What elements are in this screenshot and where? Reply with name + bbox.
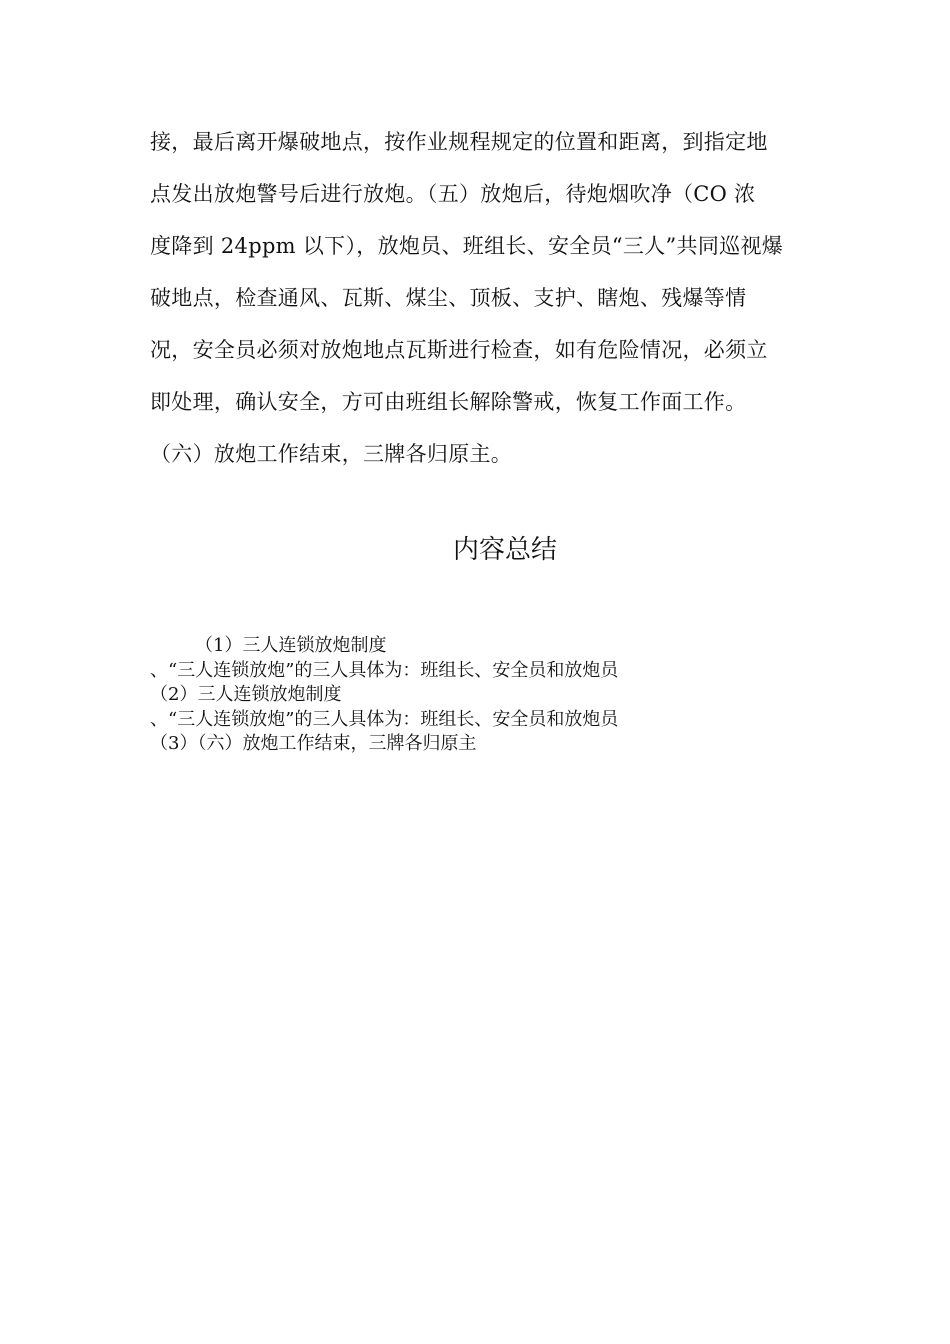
summary-item-2: （2）三人连锁放炮制度 bbox=[150, 684, 342, 705]
body-line-1: 接，最后离开爆破地点，按作业规程规定的位置和距离，到指定地 bbox=[150, 130, 768, 154]
summary-item-2-detail: 、“三人连锁放炮”的三人具体为：班组长、安全员和放炮员 bbox=[150, 708, 619, 730]
body-paragraph bbox=[150, 116, 802, 480]
body-line-5: 况，安全员必须对放炮地点瓦斯进行检查，如有危险情况，必须立 bbox=[150, 338, 768, 362]
body-line-4: 破地点，检查通风、瓦斯、煤尘、顶板、支护、瞎炮、残爆等情 bbox=[150, 286, 747, 310]
summary-item-3: （3）（六）放炮工作结束，三牌各归原主 bbox=[150, 733, 477, 754]
summary-list bbox=[150, 634, 790, 757]
body-line-2: 点发出放炮警号后进行放炮。（五）放炮后，待炮烟吹净（CO 浓 bbox=[150, 182, 756, 206]
summary-heading: 内容总结 bbox=[452, 535, 557, 565]
summary-item-1-detail: 、“三人连锁放炮”的三人具体为：班组长、安全员和放炮员 bbox=[150, 659, 619, 681]
body-line-3: 度降到 24ppm 以下），放炮员、班组长、安全员“三人”共同巡视爆 bbox=[150, 234, 784, 258]
body-line-6: 即处理，确认安全，方可由班组长解除警戒，恢复工作面工作。 bbox=[150, 390, 747, 414]
body-line-7: （六）放炮工作结束，三牌各归原主。 bbox=[150, 442, 513, 466]
summary-item-1: （1）三人连锁放炮制度 bbox=[195, 635, 387, 656]
